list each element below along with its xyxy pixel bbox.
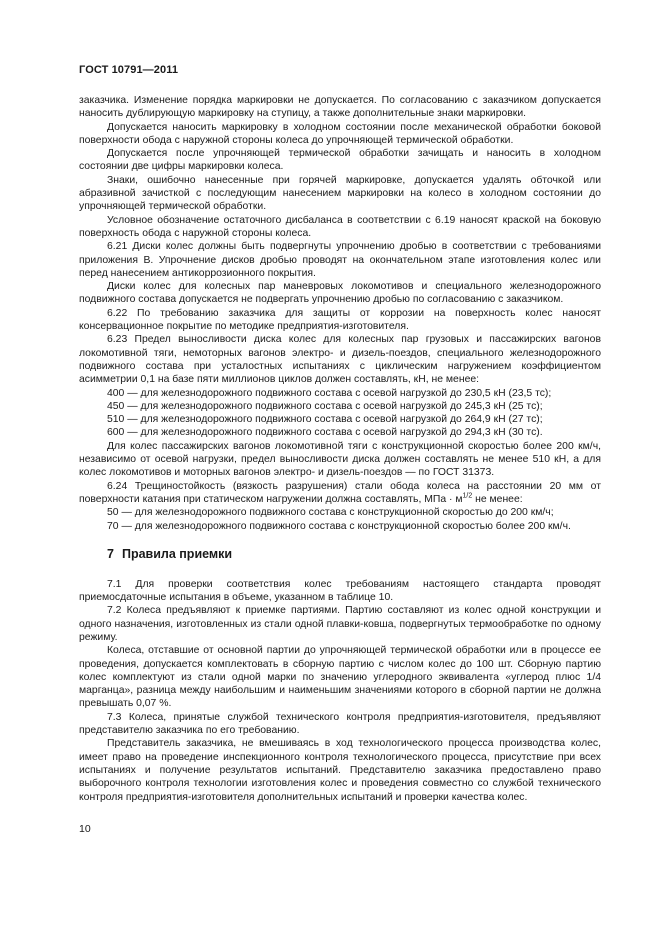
page-content <box>79 94 601 804</box>
list-item: 400 — для железнодорожного подвижного состава с осевой нагрузкой до 230,5 кН (23,5 тс); <box>107 387 552 399</box>
list-item: 450 — для железнодорожного подвижного состава с осевой нагрузкой до 245,3 кН (25 тс); <box>107 400 543 412</box>
clause-6-24-tail: не менее: <box>472 493 523 505</box>
clause-7-1: 7.1 Для проверки соответствия колес требованиям настоящего стандарта проводят приемосдаточные испытания в объеме, указанном в таблице 10. <box>79 578 601 604</box>
page-number: 10 <box>79 823 91 835</box>
paragraph: Допускается после упрочняющей термической обработки зачищать и наносить в холодном состоянии две цифры маркировки колеса. <box>79 148 601 173</box>
clause-6-24 <box>79 480 601 507</box>
clause-6-21: 6.21 Диски колес должны быть подвергнуты упрочнению дробью в соответствии с требованиями приложения В. Упрочнение дисков дробью проводят на окончательном этапе изготовления колес или перед нанесением антикоррозионного покрытия. <box>79 241 601 279</box>
exponent: 1/2 <box>462 492 473 500</box>
list-item: 510 — для железнодорожного подвижного состава с осевой нагрузкой до 264,9 кН (27 тс); <box>107 414 543 426</box>
paragraph: Диски колес для колесных пар маневровых локомотивов и специального железнодорожного подвижного состава допускается не подвергать упрочнению дробью по согласованию с заказчиком. <box>79 281 601 306</box>
paragraph: заказчика. Изменение порядка маркировки не допускается. По согласованию с заказчиком допускается наносить дублирующую маркировку на ступицу, а также дополнительные знаки маркировки. <box>79 95 601 120</box>
clause-7-3: 7.3 Колеса, принятые службой технического контроля предприятия-изготовителя, предъявляют представителю заказчика по его требованию. <box>79 711 601 737</box>
clause-6-22: 6.22 По требованию заказчика для защиты от коррозии на поверхность колес наносят консервационное покрытие по методике предприятия-изготовителя. <box>79 307 601 333</box>
list-item: 50 — для железнодорожного подвижного состава с конструкционной скоростью до 200 км/ч; <box>107 507 554 519</box>
section-title: Правила приемки <box>121 546 233 561</box>
page-header-standard: ГОСТ 10791—2011 <box>79 64 179 76</box>
list-item: 600 — для железнодорожного подвижного состава с осевой нагрузкой до 294,3 кН (30 тс). <box>107 427 543 439</box>
clause-7-2: 7.2 Колеса предъявляют к приемке партиями. Партию составляют из колес одной конструкции и одного назначения, изготовленных из стали одной плавки-ковша, подвергнутых термообработке по одному режиму. <box>79 605 601 643</box>
section-number: 7 <box>107 546 114 561</box>
paragraph: Знаки, ошибочно нанесенные при горячей маркировке, допускается удалять обточкой или абразивной зачисткой с последующим нанесением маркировки на колесо в холодном состоянии до упрочняющей термической обработки. <box>79 174 601 213</box>
clause-6-24-text: 6.24 Трещиностойкость (вязкость разрушения) стали обода колеса на расстоянии 20 мм от поверхности катания при статическом нагружении должна составлять, МПа · м <box>79 480 601 505</box>
clause-6-23: 6.23 Предел выносливости диска колес для колесных пар грузовых и пассажирских вагонов локомотивной тяги, немоторных вагонов электро- и дизель-поездов, специального железнодорожного подвижного состава при усталостных испытаниях с циклическим нагружением коэффициентом асимметрии 0,1 на базе пяти миллионов циклов должен составлять, кН, не менее: <box>79 334 601 386</box>
paragraph: Для колес пассажирских вагонов локомотивной тяги с конструкционной скоростью более 200 км/ч, независимо от осевой нагрузки, предел выносливости диска должен составлять не менее 510 кН, а для колес локомотивов и моторных вагонов электро- и дизель-поездов — по ГОСТ 31373. <box>79 440 601 479</box>
list-item: 70 — для железнодорожного подвижного состава с конструкционной скоростью более 200 км/ч. <box>107 520 571 532</box>
paragraph: Колеса, отставшие от основной партии до упрочняющей термической обработки или в процессе ее проведения, допускается комплектовать в сборную партию с числом колес до 100 шт. Сборную партию колес комплектуют из стали одной марки по значению углеродного эквивалента «углерод плюс 1/4 марганца», разница между наибольшим и наименьшим значениями которого в сборной партии не должна превышать 0,07 %. <box>79 645 601 710</box>
section-heading <box>79 547 601 562</box>
paragraph: Представитель заказчика, не вмешиваясь в ход технологического процесса производства колес, имеет право на проведение инспекционного контроля технологического процесса, присутствие при всех испытаниях и получение результатов испытаний. Представителю заказчика предоставлено право выборочного контроля технологии изготовления колес и проведения совместно со службой технического контроля предприятия-изготовителя дополнительных испытаний и проверки качества колес. <box>79 738 601 803</box>
paragraph: Допускается наносить маркировку в холодном состоянии после механической обработки боковой поверхности обода с наружной стороны колеса до упрочняющей термической обработки. <box>79 121 601 146</box>
paragraph: Условное обозначение остаточного дисбаланса в соответствии с 6.19 наносят краской на боковую поверхность обода с наружной стороны колеса. <box>79 214 601 239</box>
